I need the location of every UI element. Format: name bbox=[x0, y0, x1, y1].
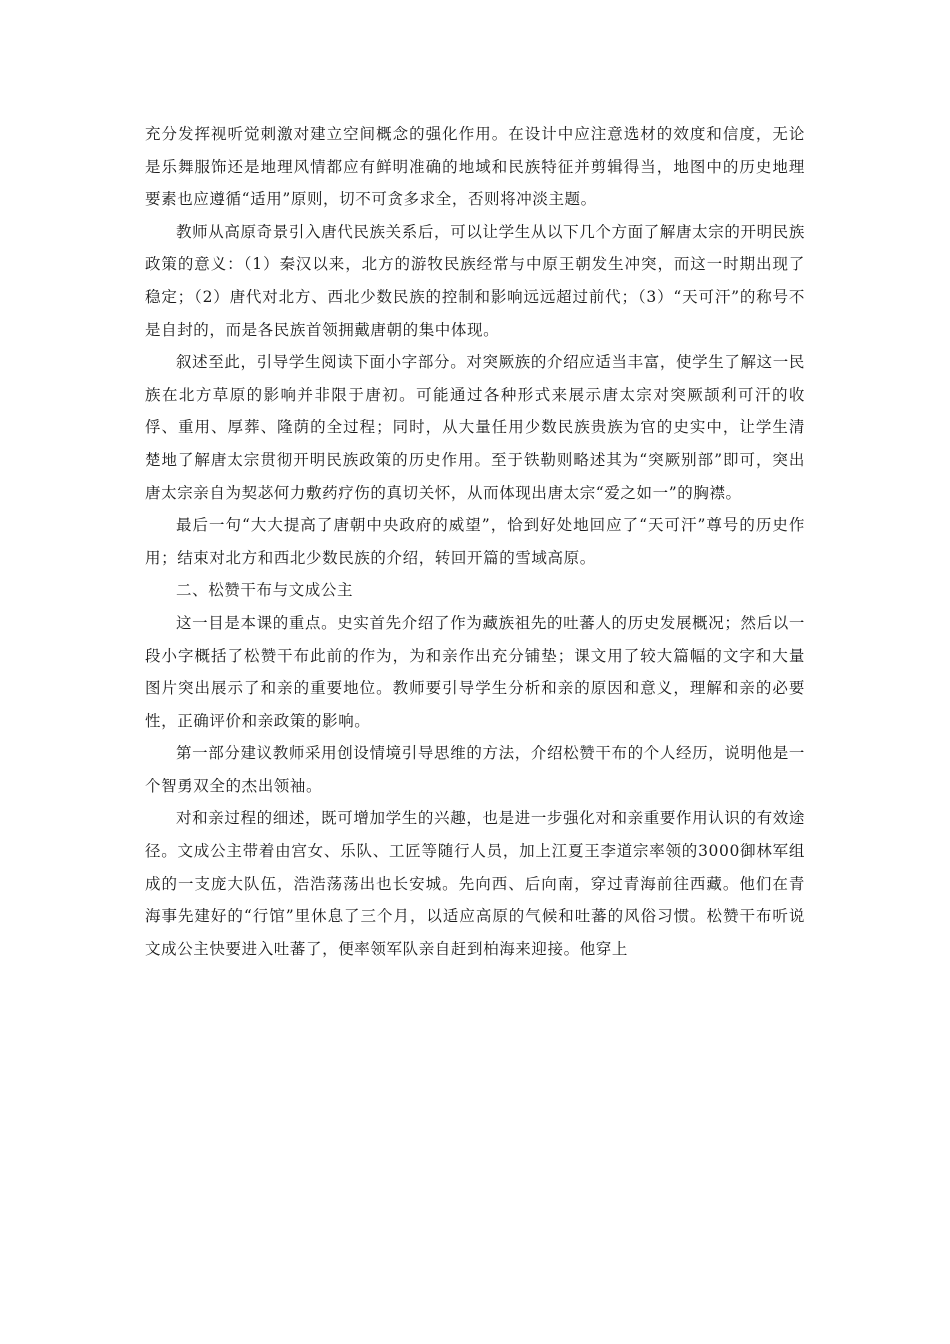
paragraph: 这一目是本课的重点。史实首先介绍了作为藏族祖先的吐蕃人的历史发展概况；然后以一段小字概括了松赞干布此前的作为，为和亲作出充分铺垫；课文用了较大篇幅的文字和大量图片突出展示了和亲的重要地位。教师要引导学生分析和亲的原因和意义，理解和亲的必要性，正确评价和亲政策的影响。 bbox=[145, 613, 805, 730]
document-page bbox=[145, 118, 805, 965]
section-heading: 二、松赞干布与文成公主 bbox=[176, 581, 354, 600]
paragraph: 最后一句“大大提高了唐朝中央政府的威望”，恰到好处地回应了“天可汗”尊号的历史作用；结束对北方和西北少数民族的介绍，转回开篇的雪域高原。 bbox=[145, 516, 805, 567]
paragraph: 叙述至此，引导学生阅读下面小字部分。对突厥族的介绍应适当丰富，使学生了解这一民族在北方草原的影响并非限于唐初。可能通过各种形式来展示唐太宗对突厥颉利可汗的收俘、重用、厚葬、隆荫的全过程；同时，从大量任用少数民族贵族为官的史实中，让学生清楚地了解唐太宗贯彻开明民族政策的历史作用。至于铁勒则略述其为“突厥别部”即可，突出唐太宗亲自为契苾何力敷药疗伤的真切关怀，从而体现出唐太宗“爱之如一”的胸襟。 bbox=[145, 353, 805, 502]
paragraph: 充分发挥视听觉刺激对建立空间概念的强化作用。在设计中应注意选材的效度和信度，无论是乐舞服饰还是地理风情都应有鲜明准确的地域和民族特征并剪辑得当，地图中的历史地理要素也应遵循“适用”原则，切不可贪多求全，否则将冲淡主题。 bbox=[145, 125, 805, 209]
paragraph: 对和亲过程的细述，既可增加学生的兴趣，也是进一步强化对和亲重要作用认识的有效途径。文成公主带着由宫女、乐队、工匠等随行人员，加上江夏王李道宗率领的3000御林军组成的一支庞大队伍，浩浩荡荡出也长安城。先向西、后向南，穿过青海前往西藏。他们在青海事先建好的“行馆”里休息了三个月，以适应高原的气候和吐蕃的风俗习惯。松赞干布听说文成公主快要进入吐蕃了，便率领军队亲自赶到柏海来迎接。他穿上 bbox=[145, 809, 805, 958]
paragraph: 教师从高原奇景引入唐代民族关系后，可以让学生从以下几个方面了解唐太宗的开明民族政策的意义：（1）秦汉以来，北方的游牧民族经常与中原王朝发生冲突，而这一时期出现了稳定；（2）唐代对北方、西北少数民族的控制和影响远远超过前代；（3）“天可汗”的称号不是自封的，而是各民族首领拥戴唐朝的集中体现。 bbox=[145, 222, 805, 339]
paragraph: 第一部分建议教师采用创设情境引导思维的方法，介绍松赞干布的个人经历，说明他是一个智勇双全的杰出领袖。 bbox=[145, 744, 805, 795]
